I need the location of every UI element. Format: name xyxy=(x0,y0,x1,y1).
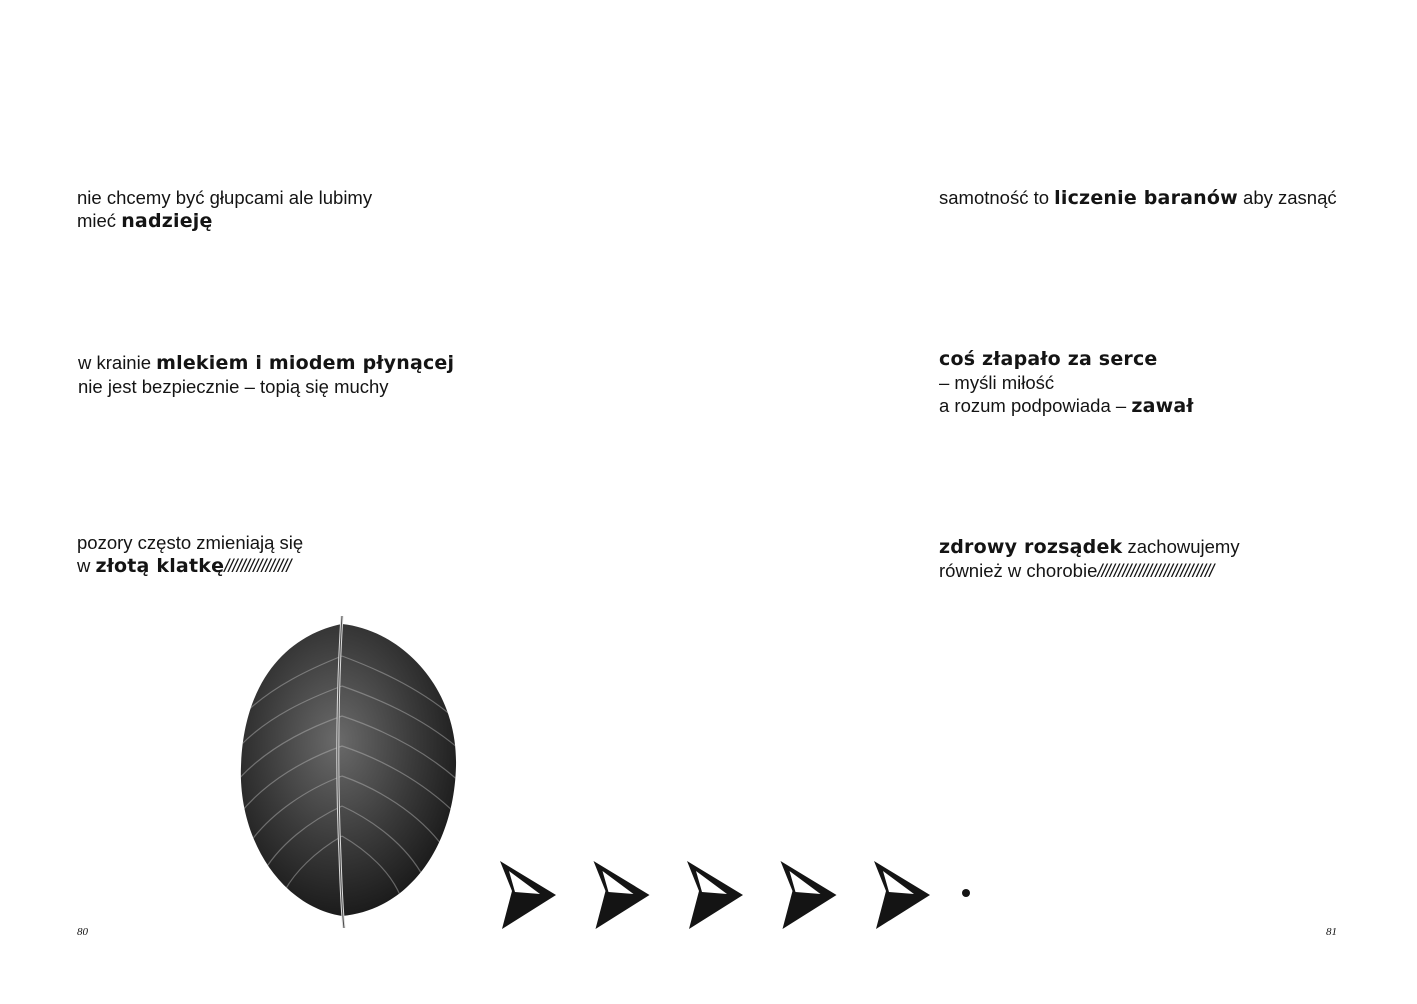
verse-line: samotność to liczenie baranów aby zasnąć xyxy=(939,187,1337,209)
verse-line: pozory często zmieniają się xyxy=(77,532,304,553)
verse-line: nie jest bezpiecznie – topią się muchy xyxy=(78,376,389,397)
arrowhead-icon xyxy=(594,861,650,929)
verse-common-sense xyxy=(939,535,1240,582)
verse-line: zdrowy rozsądek zachowujemy xyxy=(939,536,1240,558)
emphasis: mlekiem i miodem płynącej xyxy=(156,352,455,374)
slash-ornament: //////////////// xyxy=(224,555,291,576)
verse-hope xyxy=(77,186,372,233)
emphasis: nadzieję xyxy=(121,210,213,232)
emphasis: złotą klatkę xyxy=(95,555,225,577)
verse-loneliness xyxy=(939,186,1337,210)
arrowhead-icon xyxy=(781,861,837,929)
verse-line: mieć nadzieję xyxy=(77,210,213,232)
emphasis: zdrowy rozsądek xyxy=(939,536,1123,558)
verse-heart xyxy=(939,347,1194,418)
arrow-row xyxy=(492,855,982,935)
verse-milk-honey xyxy=(78,351,454,398)
slash-ornament: //////////////////////////// xyxy=(1097,560,1214,581)
verse-line: nie chcemy być głupcami ale lubimy xyxy=(77,187,373,208)
leaf-illustration xyxy=(232,616,464,928)
verse-line: w krainie mlekiem i miodem płynącej xyxy=(78,352,455,374)
arrowhead-icon xyxy=(500,861,556,929)
verse-line: również w chorobie//////////////////////////// xyxy=(939,560,1214,581)
arrowhead-icon xyxy=(687,861,743,929)
verse-line: – myśli miłość xyxy=(939,372,1055,393)
page-number-right: 81 xyxy=(1326,926,1337,938)
verse-line xyxy=(939,347,1194,371)
page-number-left: 80 xyxy=(77,926,88,938)
arrowhead-icon xyxy=(874,861,930,929)
emphasis: liczenie baranów xyxy=(1054,187,1238,209)
emphasis: coś złapało za serce xyxy=(939,348,1158,370)
dot-icon xyxy=(962,889,970,897)
verse-line: w złotą klatkę//////////////// xyxy=(77,555,291,577)
emphasis: zawał xyxy=(1131,395,1194,417)
verse-golden-cage xyxy=(77,531,303,578)
verse-line: a rozum podpowiada – zawał xyxy=(939,395,1194,417)
